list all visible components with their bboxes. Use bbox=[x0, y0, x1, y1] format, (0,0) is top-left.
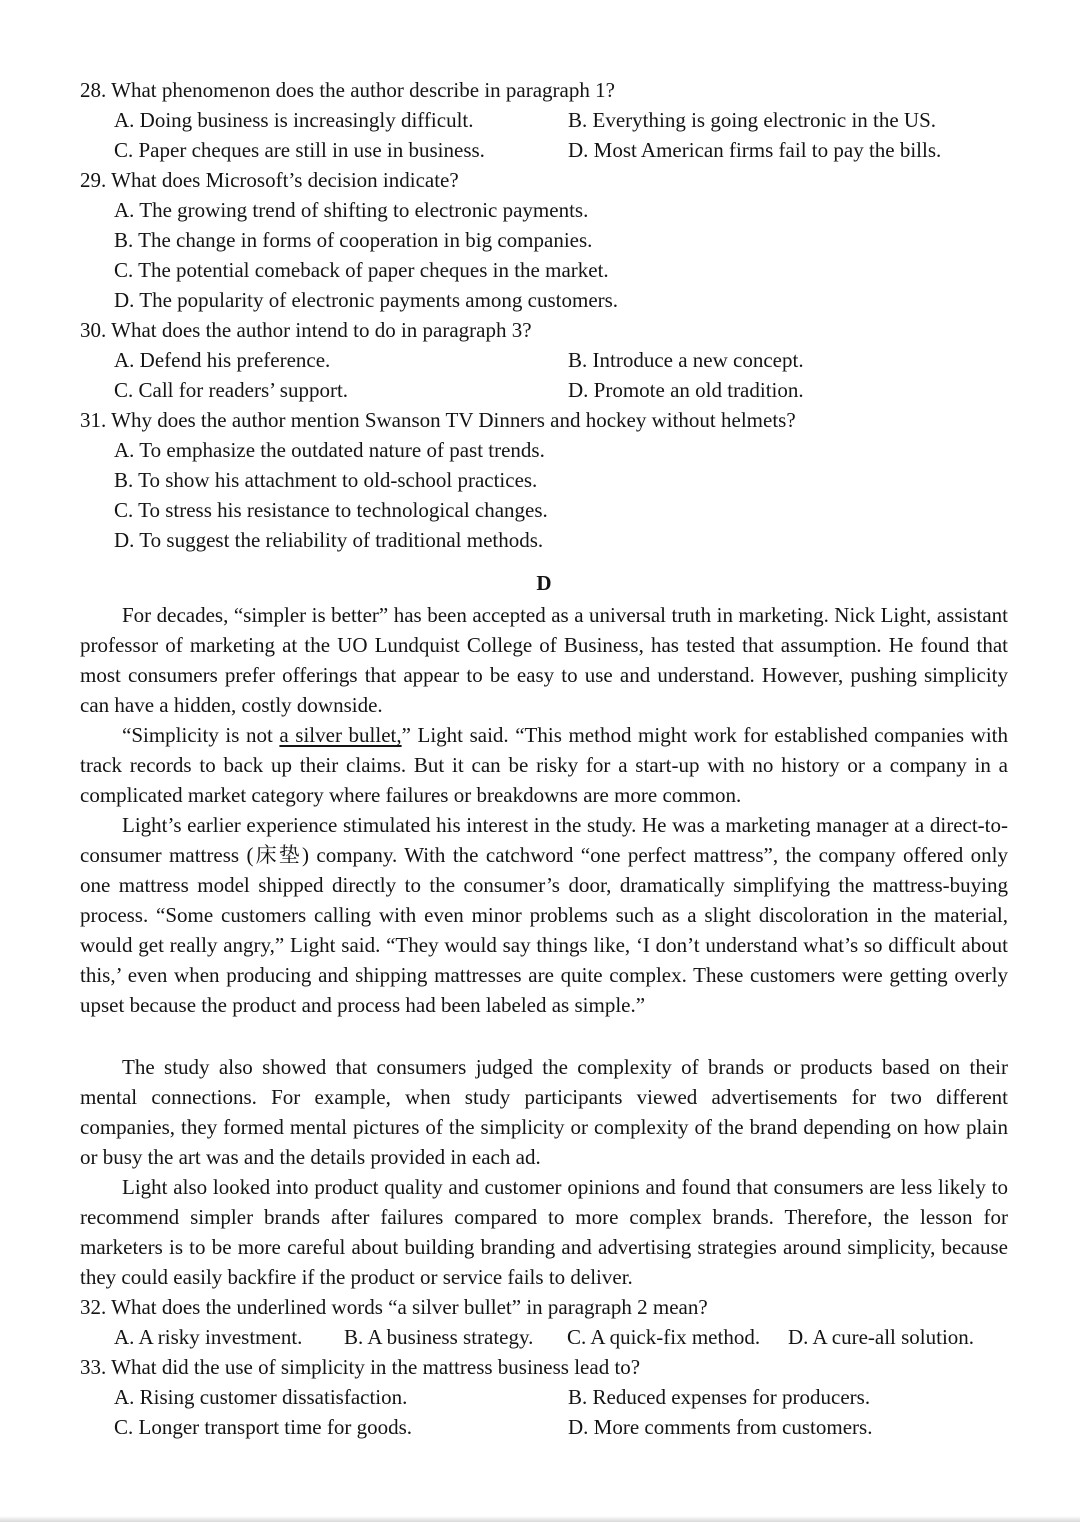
paragraph-2-lead: “Simplicity is not bbox=[122, 723, 280, 747]
question-33-option-a: A. Rising customer dissatisfaction. bbox=[114, 1385, 408, 1409]
question-32-stem: 32. What does the underlined words “a silver bullet” in paragraph 2 mean? bbox=[80, 1295, 708, 1319]
question-30-option-a: A. Defend his preference. bbox=[114, 348, 331, 372]
question-28-option-a: A. Doing business is increasingly difficult. bbox=[114, 108, 474, 132]
question-33-stem: 33. What did the use of simplicity in the mattress business lead to? bbox=[80, 1355, 641, 1379]
question-28-stem: 28. What phenomenon does the author describe in paragraph 1? bbox=[80, 78, 615, 102]
question-30-option-c: C. Call for readers’ support. bbox=[114, 378, 349, 402]
underlined-phrase: a silver bullet, bbox=[279, 723, 402, 747]
passage-paragraph-4: The study also showed that consumers judged the complexity of brands or products based on their mental connections. For example, when study participants viewed advertisements for two different companies, they formed mental pictures of the simplicity or complexity of the brand depending on how plain or busy the art was and the details provided in each ad. bbox=[80, 1055, 1008, 1169]
question-28-option-c: C. Paper cheques are still in use in business. bbox=[114, 138, 485, 162]
section-d-heading: D bbox=[536, 571, 552, 595]
question-29-option-c: C. The potential comeback of paper cheques in the market. bbox=[114, 258, 609, 282]
question-30-option-b: B. Introduce a new concept. bbox=[568, 348, 804, 372]
question-30-stem: 30. What does the author intend to do in paragraph 3? bbox=[80, 318, 532, 342]
question-31-option-b: B. To show his attachment to old-school practices. bbox=[114, 468, 538, 492]
question-28-option-b: B. Everything is going electronic in the US. bbox=[568, 108, 937, 132]
question-29-option-a: A. The growing trend of shifting to electronic payments. bbox=[114, 198, 589, 222]
question-33-option-d: D. More comments from customers. bbox=[568, 1415, 873, 1439]
question-29-stem: 29. What does Microsoft’s decision indicate? bbox=[80, 168, 459, 192]
question-33-option-b: B. Reduced expenses for producers. bbox=[568, 1385, 871, 1409]
scan-bottom-edge bbox=[0, 1516, 1080, 1522]
question-30-option-d: D. Promote an old tradition. bbox=[568, 378, 804, 402]
question-33-option-c: C. Longer transport time for goods. bbox=[114, 1415, 413, 1439]
question-29-option-b: B. The change in forms of cooperation in big companies. bbox=[114, 228, 593, 252]
passage-paragraph-2 bbox=[80, 720, 1008, 810]
question-32-option-b: B. A business strategy. bbox=[344, 1325, 534, 1349]
paragraph-2-rest: ” Light said. “This method might work for established companies with track records to back up their claims. But it can be risky for a start-up with no history or a company in a complicated market category where failures or breakdowns are more common. bbox=[80, 723, 1008, 807]
passage-paragraph-3: Light’s earlier experience stimulated his interest in the study. He was a marketing manager at a direct-to-consumer mattress (床垫) company. With the catchword “one perfect mattress”, the company offered only one mattress model shipped directly to the consumer’s door, dramatically simplifying the mattress-buying process. “Some customers calling with even minor problems such as a slight discoloration in the material, would get really angry,” Light said. “They would say things like, ‘I don’t understand what’s so difficult about this,’ even when producing and shipping mattresses are quite complex. These customers were getting overly upset because the product and process had been labeled as simple.” bbox=[80, 813, 1008, 1017]
question-31-option-d: D. To suggest the reliability of traditional methods. bbox=[114, 528, 544, 552]
passage-paragraph-1: For decades, “simpler is better” has been accepted as a universal truth in marketing. Nick Light, assistant professor of marketing at the UO Lundquist College of Business, has tested that assumption. He found that most consumers prefer offerings that appear to be easy to use and understand. However, pushing simplicity can have a hidden, costly downside. bbox=[80, 603, 1008, 717]
passage-paragraph-5: Light also looked into product quality and customer opinions and found that consumers are less likely to recommend simpler brands after failures compared to more complex brands. Therefore, the lesson for marketers is to be more careful about building branding and advertising strategies around simplicity, because they could easily backfire if the product or service fails to deliver. bbox=[80, 1175, 1008, 1289]
question-32-option-a: A. A risky investment. bbox=[114, 1325, 303, 1349]
question-32-option-d: D. A cure-all solution. bbox=[788, 1325, 975, 1349]
question-31-option-c: C. To stress his resistance to technological changes. bbox=[114, 498, 548, 522]
question-31-stem: 31. Why does the author mention Swanson TV Dinners and hockey without helmets? bbox=[80, 408, 796, 432]
question-29-option-d: D. The popularity of electronic payments among customers. bbox=[114, 288, 619, 312]
question-32-option-c: C. A quick-fix method. bbox=[567, 1325, 761, 1349]
question-31-option-a: A. To emphasize the outdated nature of past trends. bbox=[114, 438, 545, 462]
question-28-option-d: D. Most American firms fail to pay the bills. bbox=[568, 138, 942, 162]
